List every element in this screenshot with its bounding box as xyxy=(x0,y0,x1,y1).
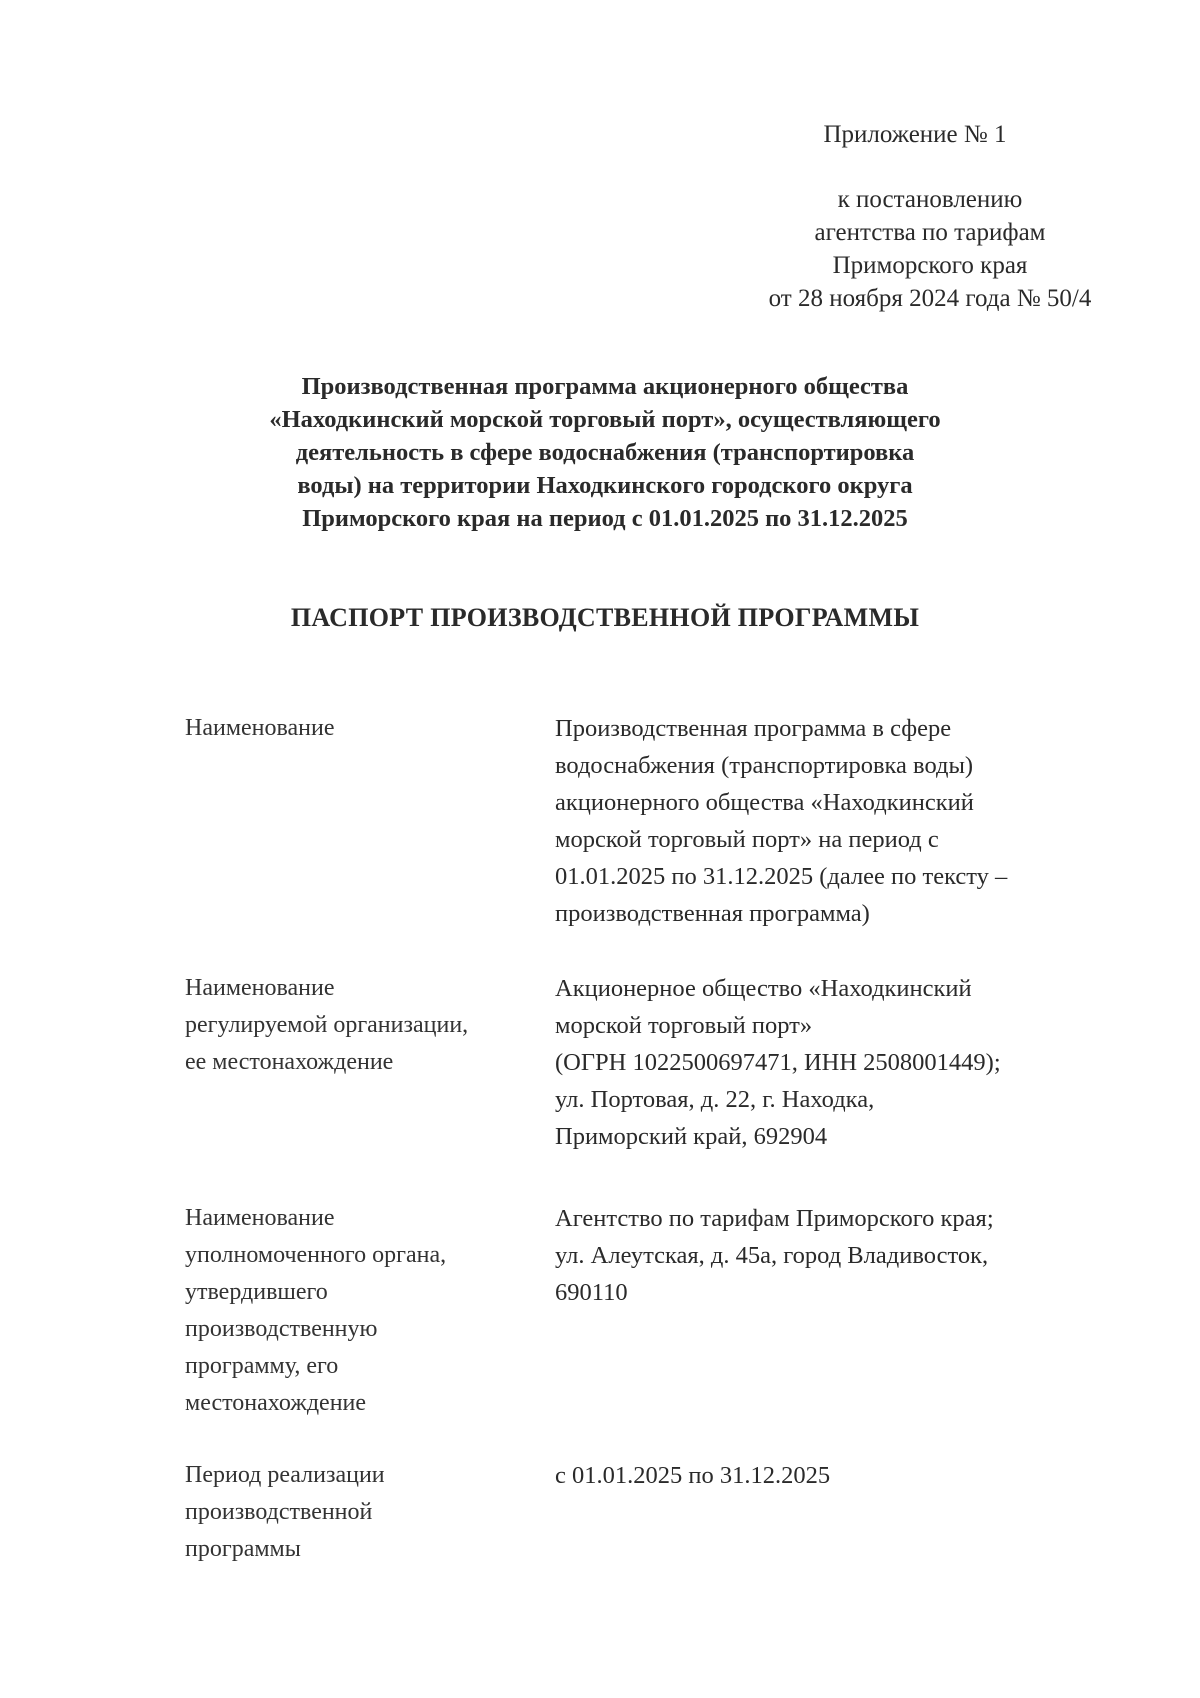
value-line: водоснабжения (транспортировка воды) xyxy=(555,752,974,779)
label-line: ее местонахождение xyxy=(185,1049,394,1075)
passport-heading: ПАСПОРТ ПРОИЗВОДСТВЕННОЙ ПРОГРАММЫ xyxy=(290,603,920,632)
row-value xyxy=(555,1457,1115,1494)
value-line: 01.01.2025 по 31.12.2025 (далее по тексту – xyxy=(555,863,1008,890)
value-line: Агентство по тарифам Приморского края; xyxy=(555,1205,994,1232)
value-line: производственная программа) xyxy=(555,900,870,927)
appendix-number: Приложение № 1 xyxy=(823,121,1007,148)
title-line: воды) на территории Находкинского городского округа xyxy=(297,472,913,499)
row-value xyxy=(555,970,1115,1155)
label-line: производственную xyxy=(185,1316,378,1342)
row-value xyxy=(555,710,1115,932)
title-line: деятельность в сфере водоснабжения (транспортировка xyxy=(295,439,915,466)
value-line: Производственная программа в сфере xyxy=(555,715,952,742)
label-line: Наименование xyxy=(185,1205,335,1231)
title-line: Производственная программа акционерного общества xyxy=(301,373,909,400)
value-line: акционерного общества «Находкинский xyxy=(555,789,974,816)
document-title xyxy=(140,370,1070,535)
value-line: ул. Алеутская, д. 45а, город Владивосток, xyxy=(555,1242,989,1269)
appendix-line: к постановлению xyxy=(837,186,1023,213)
value-line: с 01.01.2025 по 31.12.2025 xyxy=(555,1462,831,1489)
appendix-line: от 28 ноября 2024 года № 50/4 xyxy=(768,285,1092,312)
appendix-reference xyxy=(730,183,1130,315)
label-line: регулируемой организации, xyxy=(185,1012,469,1038)
value-line: Акционерное общество «Находкинский xyxy=(555,975,972,1002)
value-line: морской торговый порт» на период с xyxy=(555,826,939,853)
row-label xyxy=(185,970,525,1081)
appendix-line: Приморского края xyxy=(832,252,1028,279)
appendix-line: агентства по тарифам xyxy=(814,219,1046,246)
label-line: уполномоченного органа, xyxy=(185,1242,447,1268)
value-line: ул. Портовая, д. 22, г. Находка, xyxy=(555,1086,875,1113)
value-line: морской торговый порт» xyxy=(555,1012,813,1039)
label-line: Наименование xyxy=(185,715,335,741)
label-line: программы xyxy=(185,1536,301,1562)
row-label xyxy=(185,1200,525,1422)
value-line: 690110 xyxy=(555,1279,628,1306)
value-line: Приморский край, 692904 xyxy=(555,1123,828,1150)
value-line: (ОГРН 1022500697471, ИНН 2508001449); xyxy=(555,1049,1001,1076)
row-value xyxy=(555,1200,1115,1311)
label-line: Период реализации xyxy=(185,1462,385,1488)
label-line: производственной xyxy=(185,1499,373,1525)
label-line: местонахождение xyxy=(185,1390,367,1416)
label-line: утвердившего xyxy=(185,1279,328,1305)
row-label xyxy=(185,710,525,747)
title-line: Приморского края на период с 01.01.2025 по 31.12.2025 xyxy=(302,505,908,532)
label-line: Наименование xyxy=(185,975,335,1001)
title-line: «Находкинский морской торговый порт», осуществляющего xyxy=(269,406,941,433)
row-label xyxy=(185,1457,525,1568)
label-line: программу, его xyxy=(185,1353,339,1379)
